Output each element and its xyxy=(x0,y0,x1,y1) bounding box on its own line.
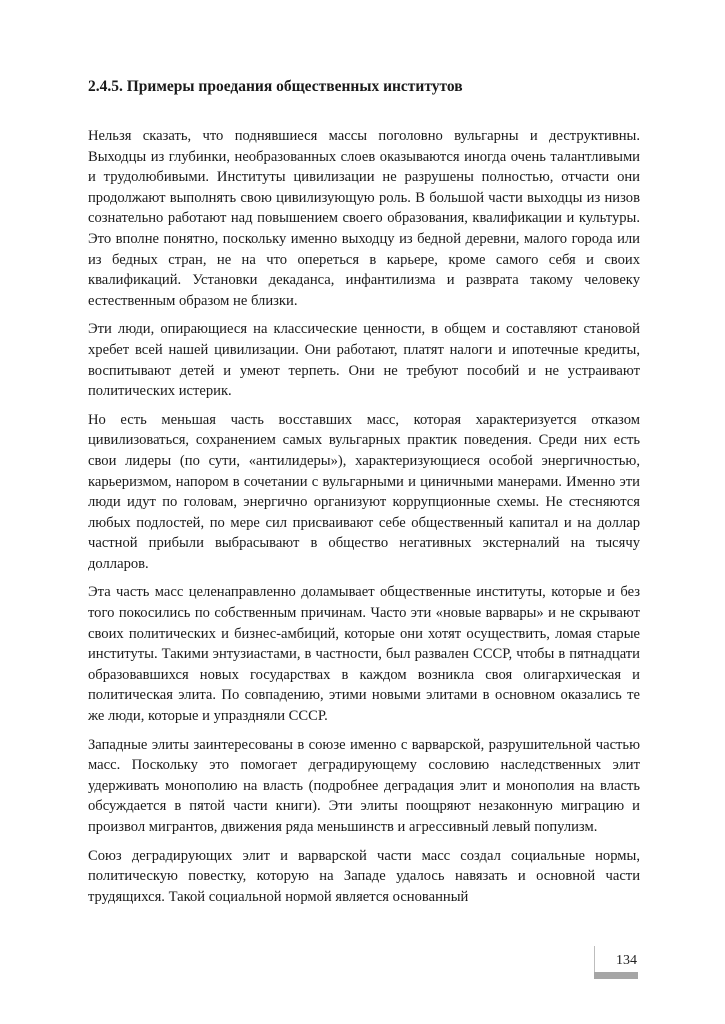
paragraph-2: Эти люди, опирающиеся на классические ценности, в общем и составляют становой хребет всей нашей цивилизации. Они работают, платят налоги и ипотечные кредиты, воспитывают детей и умеют терпеть. Они не требуют пособий и не устраивают политических истерик. xyxy=(88,321,640,400)
page-number: 134 xyxy=(616,953,637,968)
page-number-bar xyxy=(594,972,638,979)
page-number-rule xyxy=(594,946,595,972)
paragraph-6: Союз деградирующих элит и варварской части масс создал социальные нормы, политическую повестку, которую на Западе удалось навязать и основной части трудящихся. Такой социальной нормой является основанный xyxy=(88,847,640,905)
paragraph-3: Но есть меньшая часть восставших масс, которая характеризуется отказом цивилизоваться, сохранением самых вульгарных практик поведения. Среди них есть свои лидеры (по сути, «антилидеры»), характеризующиеся особой энергичностью, карьеризмом, напором в сочетании с вульгарными и циничными манерами. Именно эти люди идут по головам, энергично организуют коррупционные схемы. Не стесняются любых подлостей, по мере сил присваивают себе общественный капитал и на доллар частной прибыли выбрасывают в общество негативных экстерналий на тысячу долларов. xyxy=(88,411,640,572)
paragraph-4: Эта часть масс целенаправленно доламывает общественные институты, которые и без того покосились по собственным причинам. Часто эти «новые варвары» и не скрывают своих политических и бизнес-амбиций, которые они хотят осуществить, ломая старые институты. Такими энтузиастами, в частности, был развален СССР, чтобы в пятнадцати образовавшихся новых государствах в каждом возникла своя олигархическая и политическая элита. По совпадению, этими новыми элитами в основном оказались те же люди, которые и упраздняли СССР. xyxy=(88,584,640,725)
paragraph-1: Нельзя сказать, что поднявшиеся массы поголовно вульгарны и деструктивны. Выходцы из глубинки, необразованных слоев оказываются иногда очень талантливыми и трудолюбивыми. Институты цивилизации не разрушены полностью, отчасти они продолжают выполнять свою цивилизующую роль. В большой части выходцы из низов сознательно работают над повышением своего образования, квалификации и культуры. Это вполне понятно, поскольку именно выходцу из бедной деревни, малого города или из бедных стран, не на что опереться в карьере, кроме самого себя и своих квалификаций. Установки декаданса, инфантилизма и разврата такому человеку естественным образом не близки. xyxy=(88,128,640,309)
paragraph-5: Западные элиты заинтересованы в союзе именно с варварской, разрушительной частью масс. Поскольку это помогает деградирующему сословию наследственных элит удерживать монополию на власть (подробнее деградация элит и монополия на власть обсуждается в пятой части книги). Эти элиты поощряют незаконную миграцию и произвол мигрантов, движения ряда меньшинств и агрессивный левый популизм. xyxy=(88,736,640,835)
body-text xyxy=(88,126,640,915)
section-heading: 2.4.5. Примеры проедания общественных институтов xyxy=(88,78,463,95)
